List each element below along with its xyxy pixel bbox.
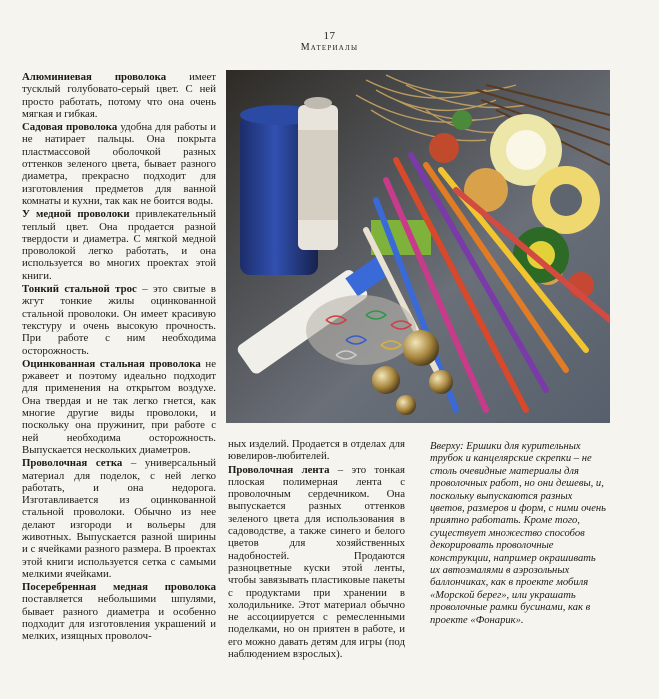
- paragraph: [22, 208, 216, 282]
- paragraph: [228, 464, 405, 661]
- term-heading: Оцинкованная стальная проволока: [22, 357, 201, 370]
- term-heading: Тонкий стальной трос: [22, 283, 137, 296]
- paragraph-text: не ржавеет и поэтому идеально подходит для применения на открытом воздухе. Она твердая и не так легко гнется, как многие другие виды проволоки, и поскольку она пружинит, при работе с ней необходима осторожность. Выпускается нескольких диаметров.: [22, 357, 216, 456]
- paragraph-text: имеет тусклый голубовато-серый цвет. С ней просто работать, потому что она очень мягкая и гибкая.: [22, 71, 216, 120]
- paragraph: [22, 358, 216, 456]
- paragraph: [22, 121, 216, 207]
- paragraph: [228, 438, 405, 463]
- page-header: [0, 30, 659, 54]
- paragraph: [22, 581, 216, 642]
- paragraph-text: – это тонкая плоская полимерная лента с проволочным сердечником. Она выпускается разных оттенков зеленого цвета для использования в садоводстве, а также синего и белого цветов для хозяйственных надобностей. Продаются разноцветные куски этой ленты, чтобы завязывать пластиковые пакеты с продуктами при хранении в холодильнике. Этот материал обычно не ассоциируется с ремесленными поделками, но он приятен в работе, и его можно давать детям для игры (под наблюдением взрослых).: [228, 463, 405, 661]
- paragraph-text: удобна для работы и не натирает пальцы. Она покрыта пластмассовой оболочкой разных оттенков зеленого цвета, бывает разного диаметра, прекрасно подходит для изготовления предметов для ванной комнаты и кухни, так как не боится воды.: [22, 121, 216, 207]
- paragraph-text: привлекательный теплый цвет. Она продается разной твердости и диаметра. С мягкой медной проволокой легко работать, и она используется во многих проектах этой книги.: [22, 208, 216, 282]
- term-heading: Алюминиевая проволока: [22, 71, 167, 83]
- paragraph-text: поставляется небольшими шпулями, бывает разного диаметра и особенно подходит для изготовления украшений и мелких, изящных проволоч-: [22, 593, 216, 643]
- paragraph-text: – это свитые в жгут тонкие жилы оцинкованной стальной проволоки. Он имеет красивую текстуру и очень высокую прочность. При работе с ним необходима осторожность.: [22, 283, 216, 357]
- paragraph: [22, 71, 216, 120]
- paragraph-text: – универсальный материал для поделок, с ней легко работать, и она недорога. Изготавливается из оцинкованной стальной проволоки. Обычно из нее делают изгороди и вольеры для животных. Выпускается разной ширины и с ячейками разного размера. В проектах этой книги используется сетка с самыми мелкими ячейками.: [22, 457, 216, 580]
- photo-caption: Вверху: Ершики для курительных трубок и канцелярские скрепки – не столь очевидные материалы для проволочных работ, но они дешевы, и, поскольку выпускаются разных цветов, размеров и форм, с ними очень приятно работать. Кроме того, существует множество способов декорировать проволочные конструкции, например окрашивать их автоэмалями в аэрозольных баллончиках, как в проекте мобиля «Морской берег», или украшать проволочные рамки бусинами, как в проекте «Фонарик».: [430, 441, 606, 626]
- materials-photo: [226, 70, 610, 423]
- paragraph: [22, 457, 216, 580]
- paragraph: [22, 283, 216, 357]
- text-column-left: [22, 71, 216, 644]
- term-heading: Проволочная сетка: [22, 457, 123, 470]
- text-column-middle: [228, 438, 405, 661]
- term-heading: Проволочная лента: [228, 463, 330, 476]
- paragraph-text: ных изделий. Продается в отделах для ювелиров-любителей.: [228, 438, 405, 463]
- term-heading: У медной проволоки: [22, 208, 130, 221]
- chapter-title: Материалы: [300, 42, 359, 53]
- materials-photo-illustration: [226, 70, 610, 423]
- term-heading: Посеребренная медная проволока: [22, 581, 216, 594]
- page-number: 17: [323, 30, 336, 42]
- term-heading: Садовая проволока: [22, 121, 118, 134]
